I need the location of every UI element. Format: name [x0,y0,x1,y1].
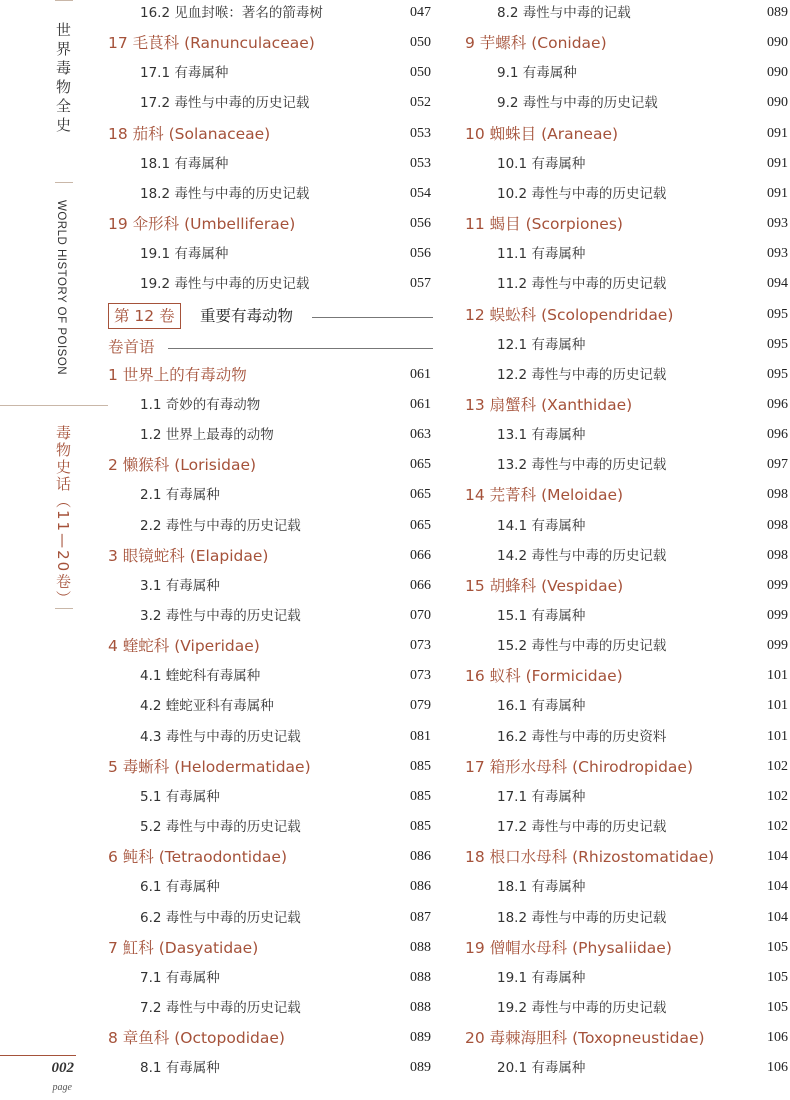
toc-entry-title: 1 世界上的有毒动物 [108,366,247,384]
toc-entry-title: 6.2 毒性与中毒的历史记载 [140,910,301,926]
toc-entry-title: 16.1 有毒属种 [497,698,586,714]
toc-entry-title: 19 伞形科 (Umbelliferae) [108,215,296,233]
toc-entry-page: 065 [410,518,431,533]
toc-entry-page: 057 [410,276,431,291]
toc-entry-page: 096 [767,397,788,412]
toc-entry-page: 054 [410,186,431,201]
toc-entry-title: 19.1 有毒属种 [140,246,229,262]
toc-entry-title: 4.2 蝰蛇亚科有毒属种 [140,698,274,714]
toc-entry-page: 094 [767,276,788,291]
toc-entry-page: 102 [767,789,788,804]
toc-entry-title: 7.2 毒性与中毒的历史记载 [140,1000,301,1016]
toc-entry-page: 053 [410,126,431,141]
toc-entry-title: 14 芫菁科 (Meloidae) [465,486,624,504]
toc-entry-page: 088 [410,940,431,955]
toc-section-entry[interactable] [108,814,433,840]
toc-entry-title: 9.2 毒性与中毒的历史记载 [497,95,658,111]
toc-chapter-entry[interactable] [465,121,790,147]
toc-chapter-entry[interactable] [465,1025,790,1051]
toc-entry-title: 5.1 有毒属种 [140,789,220,805]
toc-entry-title: 19 僧帽水母科 (Physaliidae) [465,939,672,957]
toc-entry-page: 106 [767,1060,788,1075]
toc-entry-page: 065 [410,487,431,502]
toc-entry-title: 15.2 毒性与中毒的历史记载 [497,638,667,654]
toc-entry-page: 085 [410,789,431,804]
toc-entry-title: 15.1 有毒属种 [497,608,586,624]
toc-entry-page: 070 [410,608,431,623]
preface-heading [108,334,433,360]
toc-entry-title: 10 蜘蛛目 (Araneae) [465,125,619,143]
toc-entry-page: 056 [410,246,431,261]
toc-section-entry[interactable] [108,392,433,418]
toc-section-entry[interactable] [108,905,433,931]
toc-section-entry[interactable] [465,241,790,267]
toc-entry-page: 091 [767,126,788,141]
toc-entry-title: 1.2 世界上最毒的动物 [140,427,274,443]
toc-entry-page: 088 [410,1000,431,1015]
toc-entry-title: 16.2 见血封喉：著名的箭毒树 [140,5,323,21]
toc-section-entry[interactable] [465,784,790,810]
toc-entry-page: 061 [410,367,431,382]
toc-entry-title: 1.1 奇妙的有毒动物 [140,397,261,413]
toc-entry-page: 104 [767,879,788,894]
toc-section-entry[interactable] [465,965,790,991]
toc-entry-title: 19.1 有毒属种 [497,970,586,986]
volume-rule [312,317,433,318]
toc-section-entry[interactable] [465,181,790,207]
toc-entry-page: 105 [767,970,788,985]
toc-entry-title: 12.2 毒性与中毒的历史记载 [497,367,667,383]
toc-section-entry[interactable] [465,0,790,26]
toc-entry-title: 2 懒猴科 (Lorisidae) [108,456,257,474]
toc-entry-title: 11.2 毒性与中毒的历史记载 [497,276,667,292]
toc-section-entry[interactable] [108,724,433,750]
toc-entry-page: 090 [767,65,788,80]
toc-section-entry[interactable] [108,603,433,629]
toc-chapter-entry[interactable] [108,211,433,237]
toc-entry-page: 073 [410,668,431,683]
toc-chapter-entry[interactable] [465,211,790,237]
toc-chapter-entry[interactable] [465,30,790,56]
toc-entry-title: 17.2 毒性与中毒的历史记载 [497,819,667,835]
toc-entry-page: 063 [410,427,431,442]
toc-entry-title: 13 扇蟹科 (Xanthidae) [465,396,633,414]
toc-chapter-entry[interactable] [108,754,433,780]
toc-section-entry[interactable] [465,422,790,448]
toc-entry-title: 7 魟科 (Dasyatidae) [108,939,259,957]
toc-entry-title: 3.2 毒性与中毒的历史记载 [140,608,301,624]
toc-entry-title: 5 毒蜥科 (Helodermatidae) [108,758,311,776]
toc-section-entry[interactable] [108,422,433,448]
toc-entry-page: 066 [410,548,431,563]
toc-entry-title: 4.1 蝰蛇科有毒属种 [140,668,261,684]
toc-entry-page: 098 [767,548,788,563]
toc-section-entry[interactable] [465,362,790,388]
toc-entry-page: 086 [410,879,431,894]
side-rule-bottom [55,608,73,609]
toc-entry-page: 101 [767,668,788,683]
toc-entry-title: 17.2 毒性与中毒的历史记载 [140,95,310,111]
toc-entry-title: 17 箱形水母科 (Chirodropidae) [465,758,694,776]
toc-entry-title: 9 芋螺科 (Conidae) [465,34,607,52]
toc-entry-page: 079 [410,698,431,713]
toc-entry-title: 8 章鱼科 (Octopodidae) [108,1029,285,1047]
toc-entry-page: 101 [767,698,788,713]
toc-entry-page: 090 [767,95,788,110]
toc-section-entry[interactable] [465,332,790,358]
toc-entry-title: 2.1 有毒属种 [140,487,220,503]
toc-entry-title: 17.1 有毒属种 [140,65,229,81]
toc-entry-page: 095 [767,307,788,322]
toc-chapter-entry[interactable] [108,30,433,56]
toc-entry-title: 19.2 毒性与中毒的历史记载 [497,1000,667,1016]
toc-chapter-entry[interactable] [465,844,790,870]
toc-section-entry[interactable] [108,0,433,26]
toc-entry-title: 16 蚁科 (Formicidae) [465,667,623,685]
toc-entry-title: 14.2 毒性与中毒的历史记载 [497,548,667,564]
toc-entry-title: 12 蜈蚣科 (Scolopendridae) [465,306,674,324]
toc-entry-page: 101 [767,729,788,744]
toc-section-entry[interactable] [108,90,433,116]
toc-section-entry[interactable] [465,693,790,719]
toc-entry-page: 105 [767,940,788,955]
toc-entry-page: 050 [410,65,431,80]
volume-heading [108,303,433,331]
toc-entry-page: 091 [767,156,788,171]
toc-entry-title: 18.2 毒性与中毒的历史记载 [497,910,667,926]
toc-section-entry[interactable] [108,1055,433,1081]
toc-section-entry[interactable] [465,874,790,900]
toc-entry-page: 099 [767,638,788,653]
toc-section-entry[interactable] [465,905,790,931]
toc-entry-title: 9.1 有毒属种 [497,65,577,81]
toc-entry-page: 099 [767,608,788,623]
toc-section-entry[interactable] [108,874,433,900]
series-title-cn: 世界毒物全史 [54,22,72,136]
toc-entry-title: 18.1 有毒属种 [497,879,586,895]
toc-entry-page: 050 [410,35,431,50]
toc-entry-title: 8.2 毒性与中毒的记载 [497,5,631,21]
toc-entry-page: 053 [410,156,431,171]
toc-section-entry[interactable] [465,1055,790,1081]
toc-section-entry[interactable] [108,573,433,599]
toc-section-entry[interactable] [465,603,790,629]
side-rule-mid [55,182,73,183]
toc-entry-title: 4.3 毒性与中毒的历史记载 [140,729,301,745]
toc-section-entry[interactable] [465,543,790,569]
toc-entry-page: 093 [767,246,788,261]
toc-entry-page: 095 [767,367,788,382]
toc-entry-title: 3 眼镜蛇科 (Elapidae) [108,547,269,565]
toc-entry-page: 081 [410,729,431,744]
toc-entry-page: 104 [767,849,788,864]
page-number: 002 [51,1060,74,1076]
toc-entry-page: 105 [767,1000,788,1015]
toc-entry-page: 091 [767,186,788,201]
toc-chapter-entry[interactable] [465,573,790,599]
toc-entry-title: 6 鲀科 (Tetraodontidae) [108,848,288,866]
toc-entry-title: 6.1 有毒属种 [140,879,220,895]
toc-entry-title: 4 蝰蛇科 (Viperidae) [108,637,260,655]
toc-section-entry[interactable] [465,995,790,1021]
toc-section-entry[interactable] [108,693,433,719]
toc-chapter-entry[interactable] [108,1025,433,1051]
toc-chapter-entry[interactable] [108,633,433,659]
toc-entry-title: 10.1 有毒属种 [497,156,586,172]
toc-entry-page: 086 [410,849,431,864]
toc-entry-title: 10.2 毒性与中毒的历史记载 [497,186,667,202]
toc-entry-page: 099 [767,578,788,593]
toc-chapter-entry[interactable] [108,121,433,147]
toc-entry-page: 073 [410,638,431,653]
toc-entry-title: 15 胡蜂科 (Vespidae) [465,577,624,595]
toc-chapter-entry[interactable] [108,935,433,961]
toc-chapter-entry[interactable] [465,663,790,689]
toc-entry-page: 085 [410,759,431,774]
toc-section-entry[interactable] [465,452,790,478]
volume-label: 第 12 卷 [108,303,181,329]
toc-chapter-entry[interactable] [108,362,433,388]
toc-section-entry[interactable] [465,90,790,116]
toc-section-entry[interactable] [108,784,433,810]
toc-entry-title: 7.1 有毒属种 [140,970,220,986]
toc-entry-page: 090 [767,35,788,50]
toc-entry-page: 087 [410,910,431,925]
toc-entry-title: 20 毒棘海胆科 (Toxopneustidae) [465,1029,705,1047]
side-rule-top [55,0,73,1]
toc-entry-page: 056 [410,216,431,231]
toc-entry-title: 13.1 有毒属种 [497,427,586,443]
volume-title: 重要有毒动物 [200,307,294,325]
toc-section-entry[interactable] [108,482,433,508]
toc-entry-page: 061 [410,397,431,412]
toc-section-entry[interactable] [108,663,433,689]
toc-entry-page: 102 [767,819,788,834]
toc-chapter-entry[interactable] [108,844,433,870]
toc-entry-page: 098 [767,487,788,502]
toc-chapter-entry[interactable] [465,302,790,328]
toc-entry-page: 096 [767,427,788,442]
toc-section-entry[interactable] [465,633,790,659]
toc-section-entry[interactable] [465,271,790,297]
toc-entry-page: 065 [410,457,431,472]
toc-entry-page: 085 [410,819,431,834]
toc-entry-title: 5.2 毒性与中毒的历史记载 [140,819,301,835]
toc-entry-title: 16.2 毒性与中毒的历史资料 [497,729,667,745]
toc-section-entry[interactable] [108,965,433,991]
toc-entry-title: 17.1 有毒属种 [497,789,586,805]
toc-section-entry[interactable] [108,181,433,207]
toc-chapter-entry[interactable] [465,754,790,780]
page-label: page [52,1082,72,1093]
toc-entry-title: 14.1 有毒属种 [497,518,586,534]
toc-entry-page: 066 [410,578,431,593]
page-number-rule [0,1055,76,1056]
toc-entry-title: 13.2 毒性与中毒的历史记载 [497,457,667,473]
toc-entry-title: 18 根口水母科 (Rhizostomatidae) [465,848,715,866]
toc-entry-title: 18 茄科 (Solanaceae) [108,125,271,143]
toc-entry-title: 2.2 毒性与中毒的历史记载 [140,518,301,534]
toc-entry-page: 095 [767,337,788,352]
toc-entry-page: 052 [410,95,431,110]
toc-entry-page: 102 [767,759,788,774]
toc-entry-title: 19.2 毒性与中毒的历史记载 [140,276,310,292]
toc-chapter-entry[interactable] [465,392,790,418]
volume-subtitle: 毒物史话（11—20卷） [54,425,72,608]
toc-entry-page: 089 [410,1030,431,1045]
toc-section-entry[interactable] [108,60,433,86]
toc-entry-page: 047 [410,5,431,20]
side-rule-long [0,405,108,406]
toc-section-entry[interactable] [108,995,433,1021]
toc-entry-title: 17 毛茛科 (Ranunculaceae) [108,34,315,52]
toc-section-entry[interactable] [465,60,790,86]
toc-entry-page: 089 [410,1060,431,1075]
toc-section-entry[interactable] [465,151,790,177]
preface-label: 卷首语 [108,338,155,356]
toc-entry-title: 20.1 有毒属种 [497,1060,586,1076]
toc-entry-page: 088 [410,970,431,985]
toc-section-entry[interactable] [108,513,433,539]
toc-chapter-entry[interactable] [465,482,790,508]
toc-section-entry[interactable] [465,724,790,750]
toc-entry-title: 11.1 有毒属种 [497,246,586,262]
toc-entry-page: 097 [767,457,788,472]
toc-entry-page: 104 [767,910,788,925]
toc-section-entry[interactable] [108,151,433,177]
toc-entry-title: 18.2 毒性与中毒的历史记载 [140,186,310,202]
toc-entry-page: 098 [767,518,788,533]
toc-entry-page: 089 [767,5,788,20]
toc-entry-title: 11 蝎目 (Scorpiones) [465,215,623,233]
series-title-en: WORLD HISTORY OF POISON [55,200,67,376]
toc-section-entry[interactable] [465,513,790,539]
toc-chapter-entry[interactable] [108,452,433,478]
toc-entry-title: 3.1 有毒属种 [140,578,220,594]
toc-entry-page: 093 [767,216,788,231]
toc-entry-title: 12.1 有毒属种 [497,337,586,353]
toc-chapter-entry[interactable] [108,543,433,569]
preface-rule [168,348,433,349]
toc-section-entry[interactable] [108,241,433,267]
toc-section-entry[interactable] [465,814,790,840]
toc-entry-title: 8.1 有毒属种 [140,1060,220,1076]
toc-section-entry[interactable] [108,271,433,297]
toc-chapter-entry[interactable] [465,935,790,961]
toc-entry-page: 106 [767,1030,788,1045]
toc-entry-title: 18.1 有毒属种 [140,156,229,172]
